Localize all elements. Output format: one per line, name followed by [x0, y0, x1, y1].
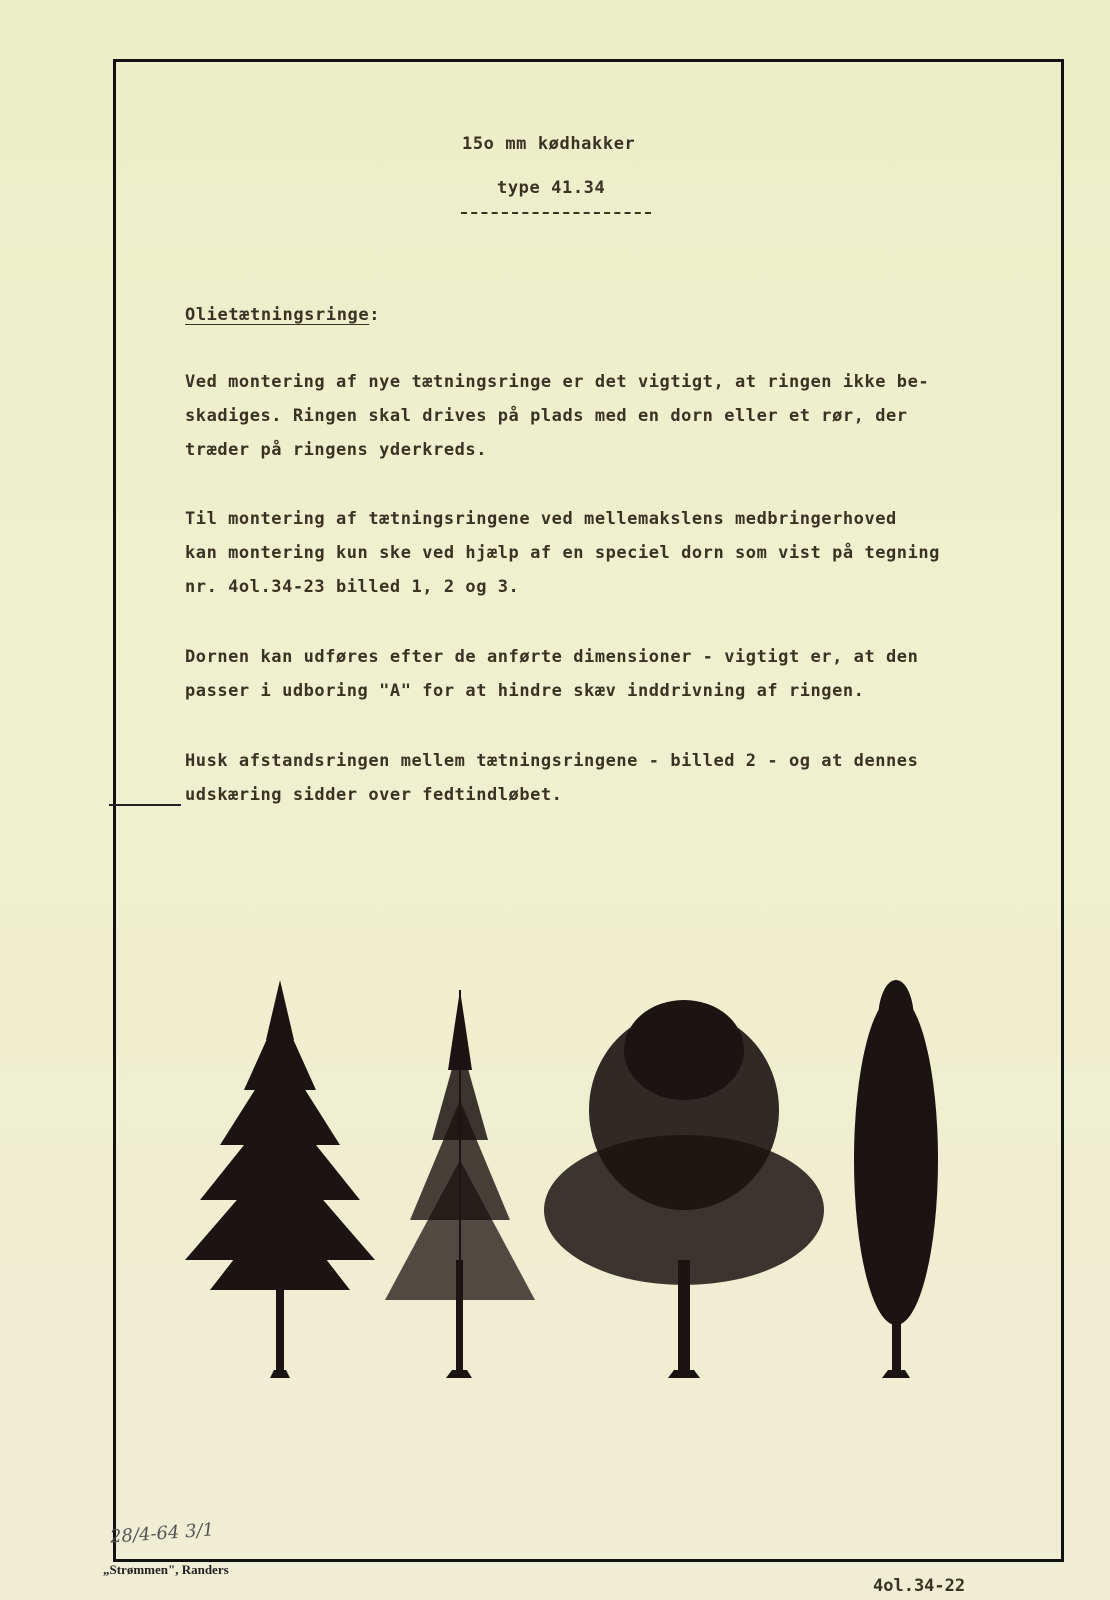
- title-dashed-rule: [461, 212, 651, 214]
- handwritten-note: 28/4-64 3/1: [109, 1519, 215, 1548]
- spruce-tree-icon: [185, 980, 375, 1378]
- paragraph: [185, 365, 929, 467]
- section-heading-text: Olietætningsringe: [185, 305, 370, 325]
- paragraph: [185, 640, 918, 708]
- paragraph-line: nr. 4ol.34-23 billed 1, 2 og 3.: [185, 577, 520, 597]
- paragraph-line: Dornen kan udføres efter de anførte dimensioner - vigtigt er, at den: [185, 647, 919, 667]
- paragraph-line: Til montering af tætningsringene ved mellemakslens medbringerhoved: [185, 509, 897, 529]
- cypress-tree-icon: [854, 980, 938, 1378]
- section-heading-colon: :: [369, 305, 381, 325]
- paragraph-line: kan montering kun ske ved hjælp af en speciel dorn som vist på tegning: [185, 543, 940, 563]
- printer-mark: „Strømmen", Randers: [103, 1562, 229, 1577]
- paragraph-line: Husk afstandsringen mellem tætningsringene - billed 2 - og at dennes: [185, 751, 919, 771]
- paragraph-line: passer i udboring "A" for at hindre skæv inddrivning af ringen.: [185, 681, 865, 701]
- paragraph-line: skadiges. Ringen skal drives på plads med en dorn eller et rør, der: [185, 406, 908, 426]
- trees-illustration: [170, 960, 970, 1400]
- paragraph: [185, 744, 918, 812]
- drawing-number: 4ol.34-22: [873, 1576, 966, 1596]
- document-title: 15o mm kødhakker: [462, 134, 636, 154]
- pine-tree-icon: [385, 990, 535, 1378]
- paragraph-line: træder på ringens yderkreds.: [185, 440, 487, 460]
- paragraph-line: Ved montering af nye tætningsringe er det vigtigt, at ringen ikke be-: [185, 372, 930, 392]
- document-subtitle: type 41.34: [497, 178, 606, 198]
- section-heading: [185, 305, 380, 325]
- paragraph: [185, 502, 940, 604]
- deciduous-tree-icon: [544, 1000, 824, 1378]
- frame-tick-mark: [109, 804, 181, 806]
- paragraph-line: udskæring sidder over fedtindløbet.: [185, 785, 563, 805]
